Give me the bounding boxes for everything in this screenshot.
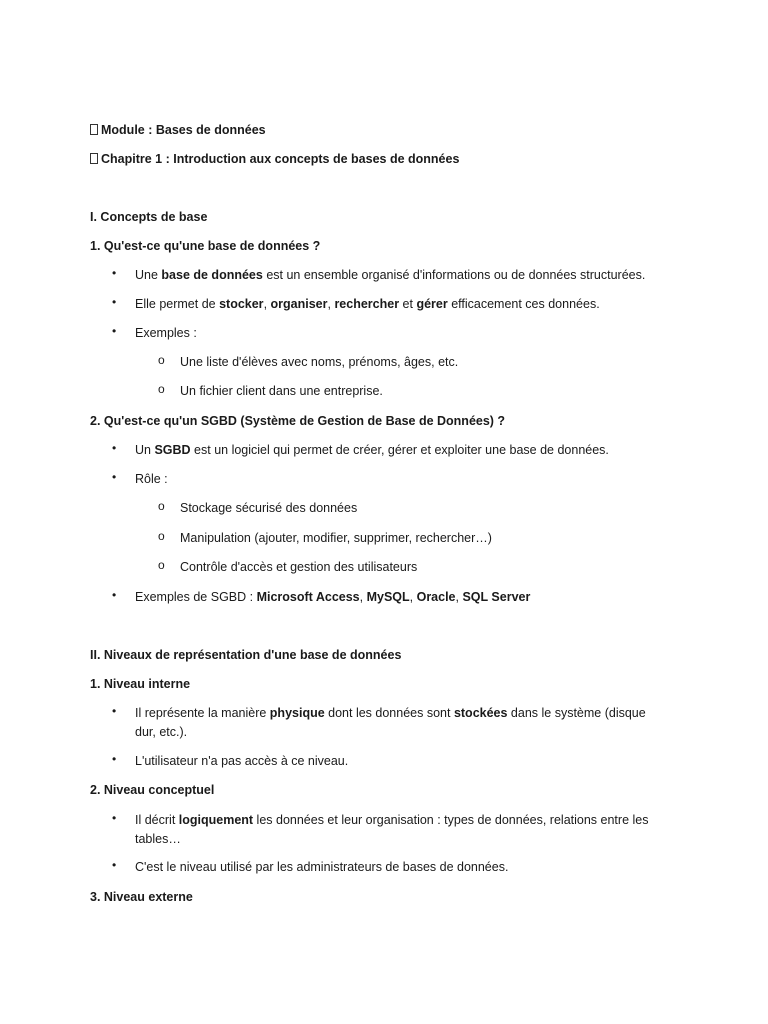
- section-heading: II. Niveaux de représentation d'une base de données: [90, 648, 402, 662]
- bullet-icon: •: [112, 752, 117, 766]
- text-run: ,: [455, 590, 463, 604]
- text-run: Exemples de SGBD :: [135, 590, 257, 604]
- bullet-icon: •: [112, 470, 117, 484]
- list-item: [135, 295, 665, 314]
- text-run: Elle permet de: [135, 297, 220, 311]
- emphasis: Oracle: [416, 590, 456, 604]
- list-item: L'utilisateur n'a pas accès à ce niveau.: [135, 754, 349, 768]
- text-run: dont les données sont: [324, 706, 454, 720]
- emphasis: gérer: [416, 297, 448, 311]
- list-item: Rôle :: [135, 472, 168, 486]
- subsection-heading: 1. Niveau interne: [90, 677, 191, 691]
- text-run: Il représente la manière: [135, 706, 270, 720]
- emphasis: organiser: [270, 297, 328, 311]
- sub-bullet-icon: o: [158, 558, 165, 572]
- sub-list-item: Une liste d'élèves avec noms, prénoms, âges, etc.: [180, 355, 459, 369]
- bullet-icon: •: [112, 811, 117, 825]
- sub-bullet-icon: o: [158, 382, 165, 396]
- sub-list-item: Contrôle d'accès et gestion des utilisateurs: [180, 560, 418, 574]
- subsection-heading: 2. Qu'est-ce qu'un SGBD (Système de Gestion de Base de Données) ?: [90, 414, 506, 428]
- text-run: dans le système (disque dur, etc.).: [135, 706, 646, 739]
- section-heading: I. Concepts de base: [90, 210, 208, 224]
- emphasis: stocker: [219, 297, 264, 311]
- missing-glyph-icon: [90, 153, 98, 164]
- subsection-heading: 1. Qu'est-ce qu'une base de données ?: [90, 239, 321, 253]
- subsection-heading: 3. Niveau externe: [90, 890, 193, 904]
- text-run: les données et leur organisation : types de données, relations entre les tables…: [135, 813, 649, 846]
- bullet-icon: •: [112, 858, 117, 872]
- list-item: Exemples :: [135, 326, 197, 340]
- bullet-icon: •: [112, 704, 117, 718]
- emphasis: logiquement: [178, 813, 254, 827]
- list-item: [135, 588, 665, 607]
- sub-list-item: Manipulation (ajouter, modifier, supprimer, rechercher…): [180, 531, 492, 545]
- bullet-icon: •: [112, 588, 117, 602]
- sub-list-item: Un fichier client dans une entreprise.: [180, 384, 383, 398]
- text-run: est un ensemble organisé d'informations ou de données structurées.: [262, 268, 646, 282]
- emphasis: physique: [269, 706, 325, 720]
- list-item: [135, 704, 665, 741]
- sub-bullet-icon: o: [158, 499, 165, 513]
- bullet-icon: •: [112, 324, 117, 338]
- text-run: Un: [135, 443, 155, 457]
- bullet-icon: •: [112, 441, 117, 455]
- emphasis: SQL Server: [462, 590, 531, 604]
- emphasis: stockées: [453, 706, 508, 720]
- emphasis: Microsoft Access: [256, 590, 360, 604]
- text-run: ,: [409, 590, 417, 604]
- text-run: ,: [327, 297, 335, 311]
- sub-list-item: Stockage sécurisé des données: [180, 501, 358, 515]
- text-run: et: [399, 297, 417, 311]
- emphasis: base de données: [161, 268, 263, 282]
- text-run: ,: [359, 590, 367, 604]
- emphasis: rechercher: [334, 297, 400, 311]
- list-item: [135, 266, 665, 285]
- list-item: [135, 441, 665, 460]
- bullet-icon: •: [112, 266, 117, 280]
- subsection-heading: 2. Niveau conceptuel: [90, 783, 215, 797]
- text-run: ,: [263, 297, 271, 311]
- list-item: [135, 811, 665, 848]
- sub-bullet-icon: o: [158, 529, 165, 543]
- text-run: Une: [135, 268, 162, 282]
- sub-bullet-icon: o: [158, 353, 165, 367]
- list-item: C'est le niveau utilisé par les administrateurs de bases de données.: [135, 860, 509, 874]
- chapter-title: [90, 150, 459, 168]
- text-run: efficacement ces données.: [447, 297, 600, 311]
- module-title: [90, 121, 266, 139]
- emphasis: MySQL: [366, 590, 410, 604]
- chapter-title-text: Chapitre 1 : Introduction aux concepts de bases de données: [101, 152, 460, 166]
- missing-glyph-icon: [90, 124, 98, 135]
- bullet-icon: •: [112, 295, 117, 309]
- module-title-text: Module : Bases de données: [101, 123, 266, 137]
- emphasis: SGBD: [154, 443, 191, 457]
- text-run: Il décrit: [135, 813, 179, 827]
- text-run: est un logiciel qui permet de créer, gérer et exploiter une base de données.: [190, 443, 609, 457]
